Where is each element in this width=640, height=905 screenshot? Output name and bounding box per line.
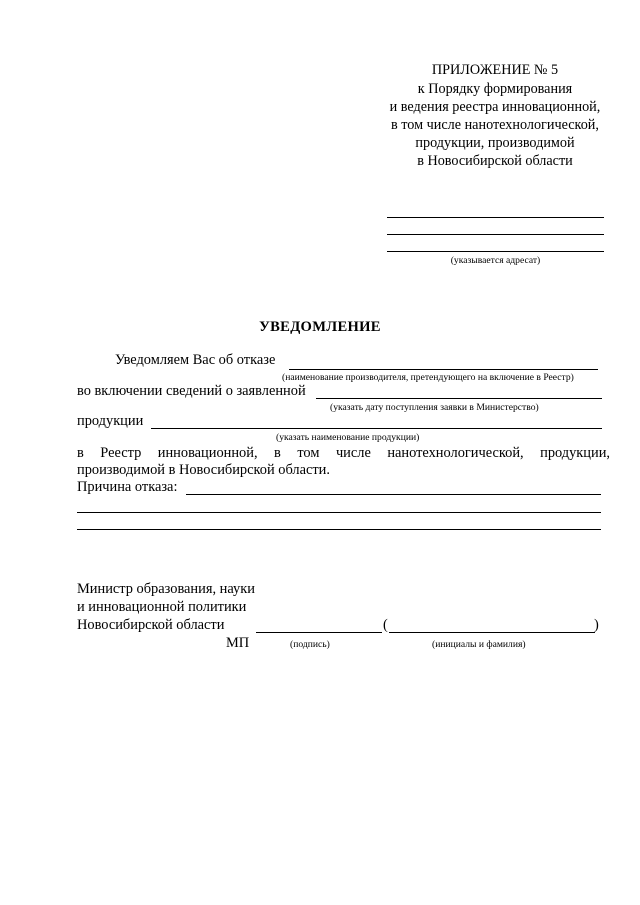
reason-line-2 xyxy=(77,512,601,513)
name-caption: (инициалы и фамилия) xyxy=(432,639,526,650)
body-line-2-text: во включении сведений о заявленной xyxy=(77,383,306,399)
appendix-line-3: и ведения реестра инновационной, xyxy=(389,99,601,115)
close-paren: ) xyxy=(594,617,599,633)
stamp-label: МП xyxy=(226,635,250,651)
appendix-line-5: продукции, производимой xyxy=(415,135,575,151)
appendix-line-1: ПРИЛОЖЕНИЕ № 5 xyxy=(431,62,559,78)
product-caption: (указать наименование продукции) xyxy=(276,432,420,443)
addressee-line-3 xyxy=(387,251,604,252)
appendix-line-2: к Порядку формирования xyxy=(417,81,573,97)
appendix-line-6: в Новосибирской области xyxy=(417,153,573,169)
reason-line-3 xyxy=(77,529,601,530)
name-field-line xyxy=(389,632,595,633)
signatory-line-1: Министр образования, науки xyxy=(77,581,255,597)
manufacturer-caption: (наименование производителя, претендующего на включение в Реестр) xyxy=(282,372,574,383)
addressee-line-1 xyxy=(387,217,604,218)
appendix-line-4: в том числе нанотехнологической, xyxy=(391,117,599,133)
signature-field-line xyxy=(256,632,382,633)
document-title: УВЕДОМЛЕНИЕ xyxy=(259,319,381,335)
date-caption: (указать дату поступления заявки в Министерство) xyxy=(330,402,539,413)
manufacturer-field-line xyxy=(289,369,598,370)
addressee-line-2 xyxy=(387,234,604,235)
open-paren: ( xyxy=(383,617,388,633)
body-line-3-text: продукции xyxy=(77,413,144,429)
reason-line-1 xyxy=(186,494,601,495)
body-line-4-text: в Реестр инновационной, в том числе нанотехнологической, продукции, xyxy=(77,445,610,461)
date-field-line xyxy=(316,398,602,399)
signatory-line-2: и инновационной политики xyxy=(77,599,247,615)
signatory-line-3: Новосибирской области xyxy=(77,617,225,633)
product-field-line xyxy=(151,428,602,429)
body-line-5-text: производимой в Новосибирской области. xyxy=(77,462,330,478)
signature-caption: (подпись) xyxy=(290,639,330,650)
reason-label: Причина отказа: xyxy=(77,479,178,495)
body-line-1-text: Уведомляем Вас об отказе xyxy=(115,352,276,368)
addressee-caption: (указывается адресат) xyxy=(450,255,541,266)
